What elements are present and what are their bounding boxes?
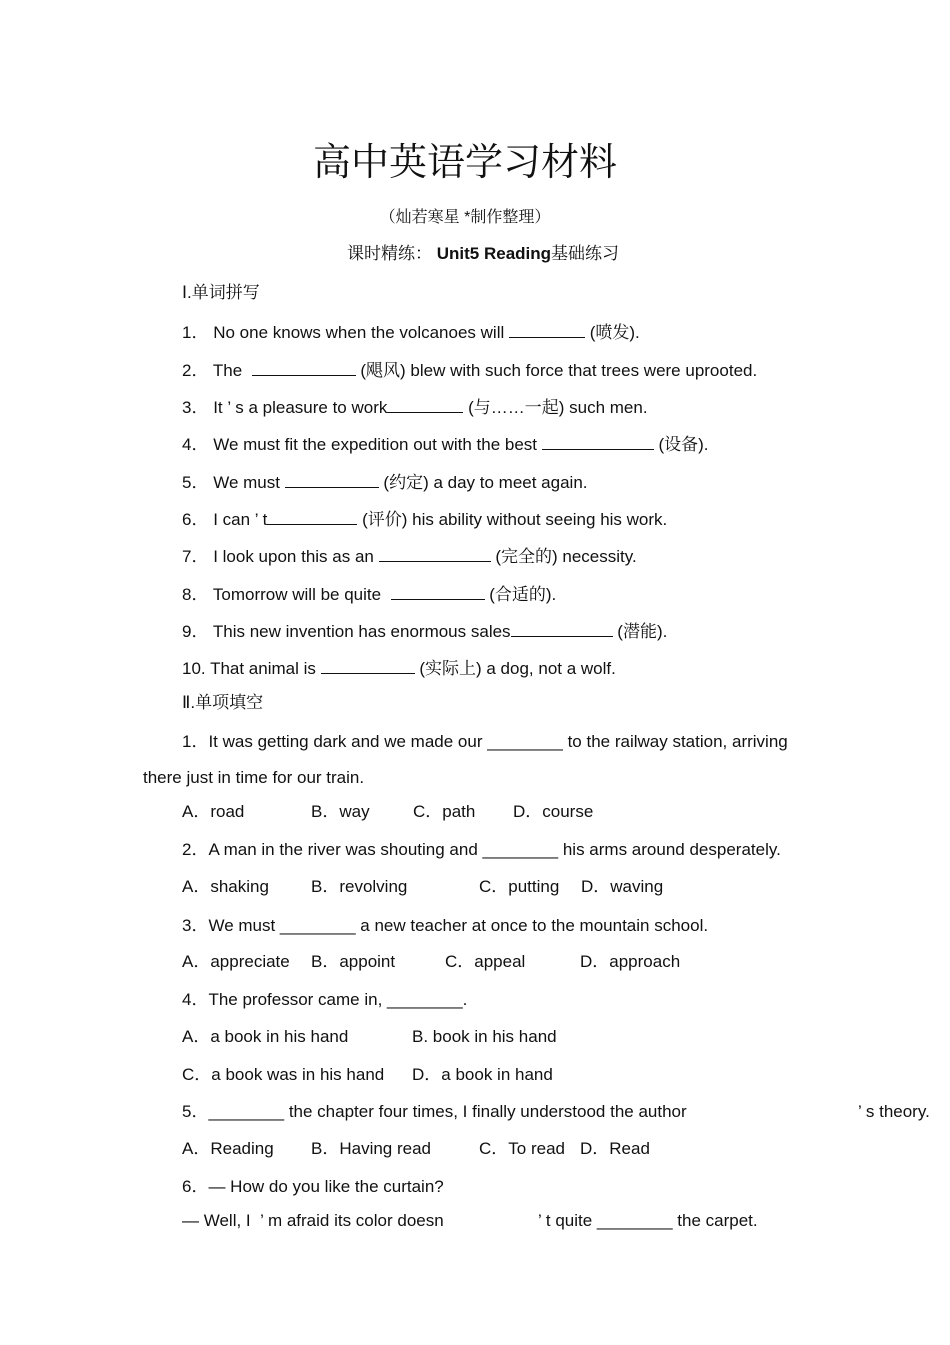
spelling-item-1: 1． No one knows when the volcanoes will (喷发). [182,323,640,342]
spelling-item-10: 10. That animal is (实际上) a dog, not a wolf. [182,659,616,678]
spelling-item-2: 2． The (飓风) blew with such force that trees were uprooted. [182,361,758,380]
mcq-5-stem-tail: ’ s theory. [858,1102,930,1121]
page-subtitle: （灿若寒星 *制作整理） [379,209,551,226]
answer-blank[interactable] [391,583,485,600]
spelling-item-8: 8． Tomorrow will be quite (合适的). [182,585,557,604]
mcq-6-dialogue-b: ’ t quite ________ the carpet. [538,1211,758,1230]
answer-blank[interactable] [252,359,356,376]
answer-blank[interactable] [285,471,379,488]
mcq-1-option-a[interactable]: A．road [182,802,245,821]
mcq-4-option-a[interactable]: A．a book in his hand [182,1027,349,1046]
mcq-4-option-b[interactable]: B. book in his hand [412,1027,557,1046]
answer-blank[interactable] [387,396,463,413]
mcq-2-option-d[interactable]: D．waving [581,877,664,896]
mcq-2-option-a[interactable]: A．shaking [182,877,269,896]
mcq-4-option-c[interactable]: C．a book was in his hand [182,1065,385,1084]
spelling-item-3: 3． It ’ s a pleasure to work (与……一起) such men. [182,398,648,417]
mcq-6-dialogue-a: — Well, I ’ m afraid its color doesn [182,1211,444,1230]
answer-blank[interactable] [511,620,613,637]
mcq-4-option-d[interactable]: D．a book in hand [412,1065,553,1084]
mcq-6-stem: 6．— How do you like the curtain? [182,1177,444,1196]
mcq-1-stem: 1．It was getting dark and we made our ________ to the railway station, arriving [182,732,788,751]
mcq-1-stem-cont: there just in time for our train. [143,768,365,787]
mcq-3-option-b[interactable]: B．appoint [311,952,396,971]
spelling-item-7: 7． I look upon this as an (完全的) necessity. [182,547,637,566]
spelling-item-9: 9． This new invention has enormous sales (潜能). [182,622,668,641]
mcq-5-option-a[interactable]: A．Reading [182,1139,274,1158]
mcq-5-option-d[interactable]: D．Read [580,1139,650,1158]
mcq-4-stem: 4．The professor came in, ________. [182,990,468,1009]
mcq-5-stem: 5．________ the chapter four times, I finally understood the author [182,1102,687,1121]
mcq-3-option-c[interactable]: C．appeal [445,952,526,971]
section2-heading: Ⅱ.单项填空 [182,693,264,712]
spelling-item-4: 4． We must fit the expedition out with the best (设备). [182,435,709,454]
answer-blank[interactable] [509,321,585,338]
spelling-item-5: 5． We must (约定) a day to meet again. [182,473,588,492]
mcq-2-stem: 2．A man in the river was shouting and ________ his arms around desperately. [182,840,781,859]
answer-blank[interactable] [379,545,491,562]
mcq-3-option-a[interactable]: A．appreciate [182,952,290,971]
mcq-3-option-d[interactable]: D．approach [580,952,681,971]
answer-blank[interactable] [267,508,357,525]
lesson-unit: Unit5 Reading [436,244,552,263]
mcq-5-option-b[interactable]: B．Having read [311,1139,432,1158]
answer-blank[interactable] [542,433,654,450]
mcq-1-option-b[interactable]: B．way [311,802,370,821]
mcq-2-option-c[interactable]: C．putting [479,877,560,896]
answer-blank[interactable] [321,657,415,674]
mcq-1-option-d[interactable]: D．course [513,802,594,821]
section1-heading: Ⅰ.单词拼写 [182,283,260,302]
lesson-line [347,244,619,264]
mcq-2-option-b[interactable]: B．revolving [311,877,408,896]
page-title: 高中英语学习材料 [312,140,617,184]
lesson-suffix: 基础练习 [551,244,620,263]
mcq-1-option-c[interactable]: C．path [413,802,476,821]
mcq-5-option-c[interactable]: C．To read [479,1139,565,1158]
spelling-item-6: 6． I can ’ t (评价) his ability without seeing his work. [182,510,668,529]
mcq-3-stem: 3．We must ________ a new teacher at once to the mountain school. [182,916,709,935]
lesson-prefix: 课时精练： [347,244,432,263]
